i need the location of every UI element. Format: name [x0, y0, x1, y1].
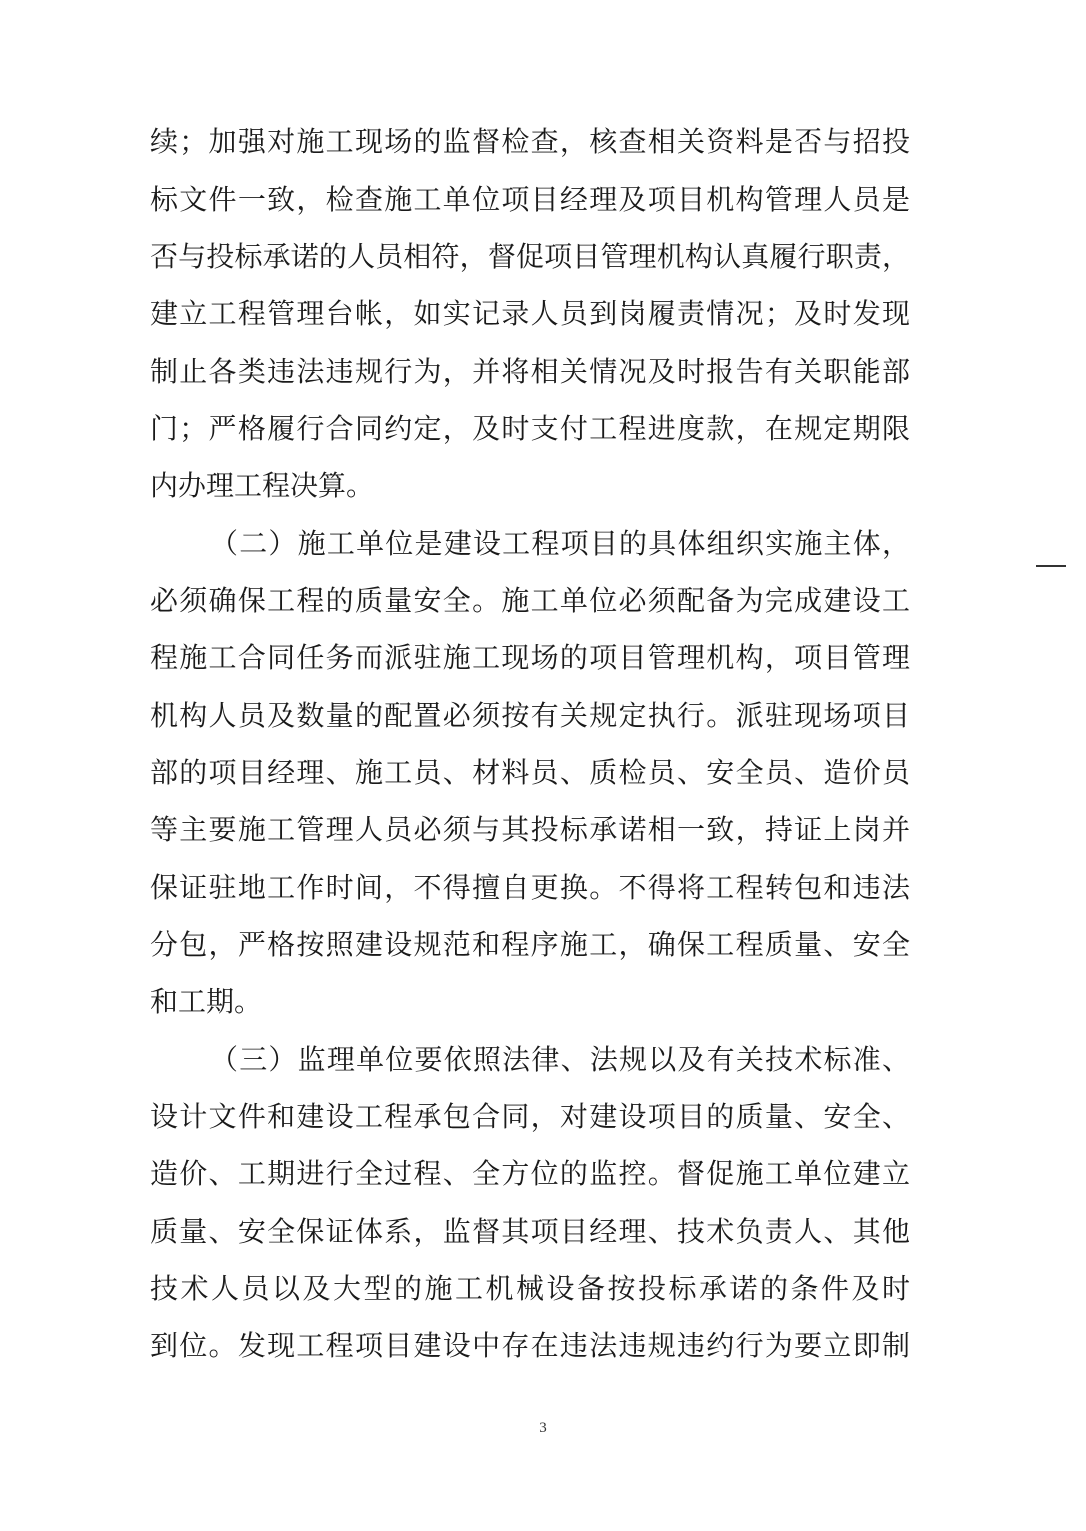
body-text-line: 机构人员及数量的配置必须按有关规定执行。派驻现场项目 — [150, 699, 910, 732]
body-text-line: 造价、工期进行全过程、全方位的监控。督促施工单位建立 — [150, 1157, 910, 1190]
body-text-line: 程施工合同任务而派驻施工现场的项目管理机构，项目管理 — [150, 641, 910, 674]
body-text-line: 门；严格履行合同约定，及时支付工程进度款，在规定期限 — [150, 412, 910, 445]
body-text-line: 必须确保工程的质量安全。施工单位必须配备为完成建设工 — [150, 584, 910, 617]
body-text-line: 续；加强对施工现场的监督检查，核查相关资料是否与招投 — [150, 125, 910, 158]
body-text-line: 建立工程管理台帐，如实记录人员到岗履责情况；及时发现 — [150, 297, 910, 330]
body-text-line: 设计文件和建设工程承包合同，对建设项目的质量、安全、 — [150, 1100, 910, 1133]
body-text-line: 到位。发现工程项目建设中存在违法违规违约行为要立即制 — [150, 1329, 910, 1362]
paragraph-heading-line: （三）监理单位要依照法律、法规以及有关技术标准、 — [210, 1043, 910, 1076]
body-text-line: 标文件一致，检查施工单位项目经理及项目机构管理人员是 — [150, 183, 910, 216]
body-text-line: 等主要施工管理人员必须与其投标承诺相一致，持证上岗并 — [150, 813, 910, 846]
body-text-line: 和工期。 — [150, 985, 263, 1018]
body-text-line: 质量、安全保证体系，监督其项目经理、技术负责人、其他 — [150, 1215, 910, 1248]
body-text-line: 分包，严格按照建设规范和程序施工，确保工程质量、安全 — [150, 928, 910, 961]
page-number: 3 — [539, 1420, 547, 1436]
body-text-line: 技术人员以及大型的施工机械设备按投标承诺的条件及时 — [150, 1272, 910, 1305]
paragraph-heading-line: （二）施工单位是建设工程项目的具体组织实施主体， — [210, 527, 910, 560]
body-text-line: 保证驻地工作时间，不得擅自更换。不得将工程转包和违法 — [150, 871, 910, 904]
body-text-line: 内办理工程决算。 — [150, 469, 375, 502]
body-text-line: 制止各类违法违规行为，并将相关情况及时报告有关职能部 — [150, 355, 910, 388]
body-text-line: 否与投标承诺的人员相符，督促项目管理机构认真履行职责， — [150, 240, 910, 273]
body-text-line: 部的项目经理、施工员、材料员、质检员、安全员、造价员 — [150, 756, 910, 789]
margin-mark — [1036, 565, 1066, 567]
